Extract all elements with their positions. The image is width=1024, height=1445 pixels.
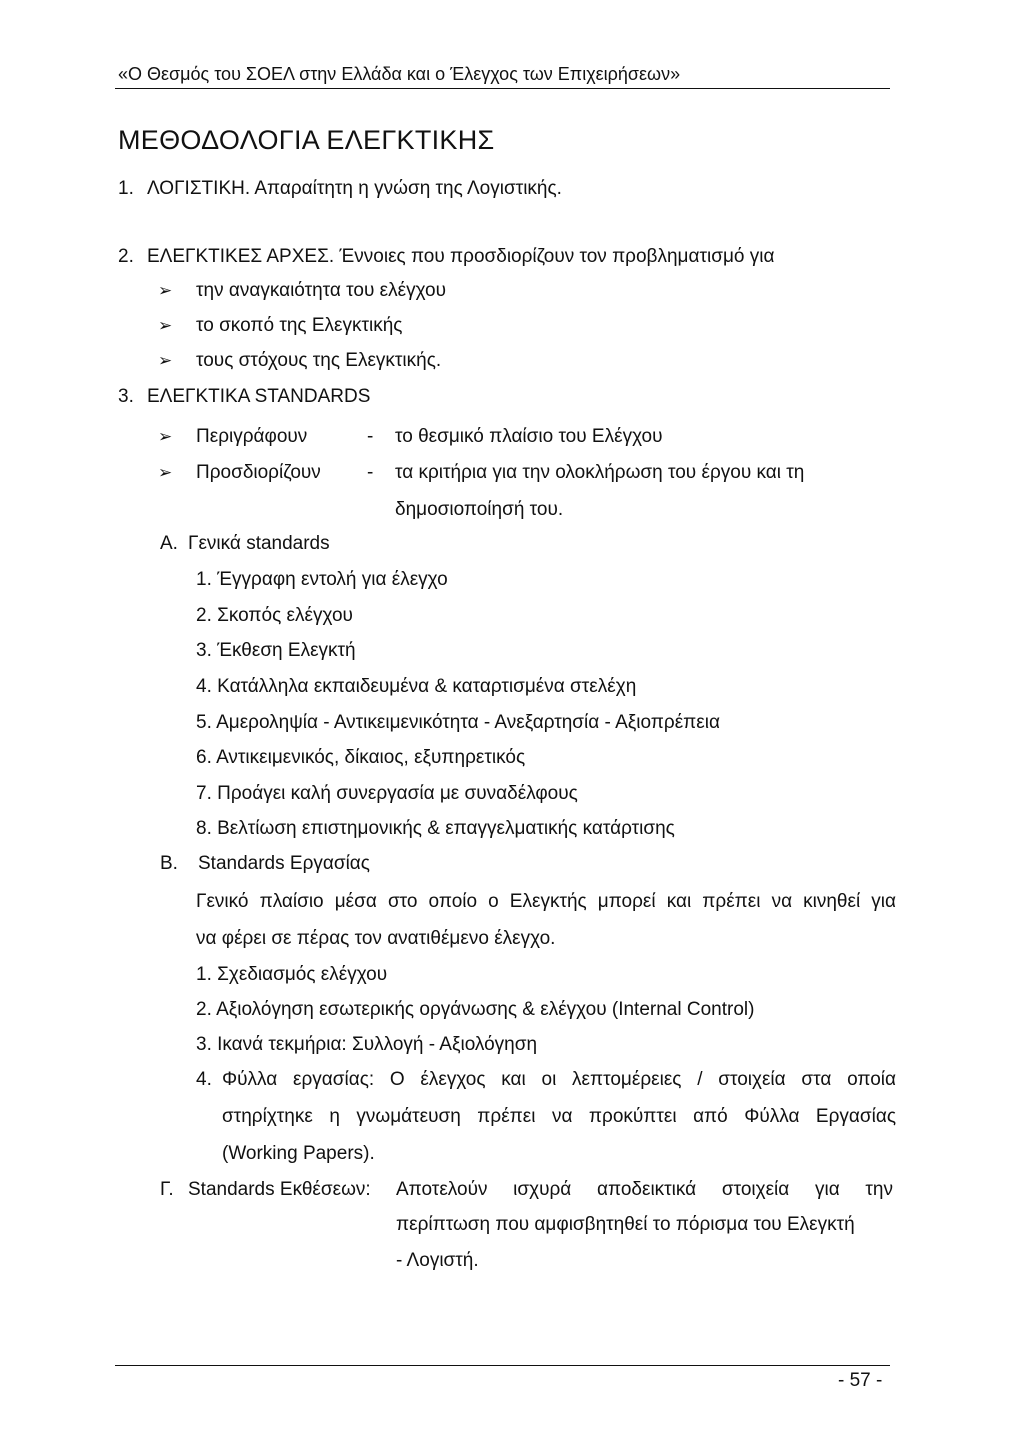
arrow-bullet-icon: ➢	[158, 281, 173, 300]
sub-b-item: 1. Σχεδιασμός ελέγχου	[196, 964, 388, 985]
page-number: - 57 -	[838, 1370, 883, 1391]
section-2-number: 2.	[118, 246, 134, 267]
arrow-bullet-icon: ➢	[158, 463, 173, 482]
sub-a-item: 6. Αντικειμενικός, δίκαιος, εξυπηρετικός	[196, 747, 526, 768]
sub-b-label: B.	[160, 853, 178, 874]
sub-b-item: 3. Ικανά τεκμήρια: Συλλογή - Αξιολόγηση	[196, 1034, 538, 1055]
sub-a-item: 5. Αμεροληψία - Αντικειμενικότητα - Ανεξαρτησία - Αξιοπρέπεια	[196, 712, 720, 733]
section-1-text: ΛΟΓΙΣΤΙΚΗ. Απαραίτητη η γνώση της Λογιστικής.	[147, 178, 562, 199]
sub-b-item-4-line-2: στηρίχτηκε η γνωμάτευση πρέπει να προκύπτει από Φύλλα Εργασίας	[222, 1106, 896, 1127]
sub-g-line-1: Αποτελούν ισχυρά αποδεικτικά στοιχεία για την	[396, 1179, 893, 1200]
sub-g-label: Γ.	[160, 1179, 174, 1200]
page-title: ΜΕΘΟΔΟΛΟΓΙΑ ΕΛΕΓΚΤΙΚΗΣ	[118, 125, 495, 155]
section-3-term-1: Περιγράφουν	[196, 426, 308, 447]
section-3-dash-1: -	[367, 426, 374, 447]
sub-g-line-2: περίπτωση που αμφισβητηθεί το πόρισμα του Ελεγκτή	[396, 1214, 855, 1235]
section-1-number: 1.	[118, 178, 134, 199]
section-3-desc-2-line-2: δημοσιοποίησή του.	[395, 499, 564, 520]
sub-b-item: 2. Αξιολόγηση εσωτερικής οργάνωσης & ελέγχου (Internal Control)	[196, 999, 755, 1020]
sub-g-term: Standards Εκθέσεων:	[188, 1179, 371, 1200]
sub-a-item: 2. Σκοπός ελέγχου	[196, 605, 353, 626]
sub-a-item: 7. Προάγει καλή συνεργασία με συναδέλφους	[196, 783, 578, 804]
section-3-desc-1: το θεσμικό πλαίσιο του Ελέγχου	[395, 426, 663, 447]
section-3-term-2: Προσδιορίζουν	[196, 462, 321, 483]
sub-a-label: A.	[160, 533, 178, 554]
section-3-desc-2-line-1: τα κριτήρια για την ολοκλήρωση του έργου και τη	[395, 462, 805, 483]
sub-b-title: Standards Εργασίας	[198, 853, 370, 874]
section-2-bullet-1: την αναγκαιότητα του ελέγχου	[196, 280, 446, 301]
arrow-bullet-icon: ➢	[158, 316, 173, 335]
sub-a-item: 4. Κατάλληλα εκπαιδευμένα & καταρτισμένα στελέχη	[196, 676, 637, 697]
section-3-dash-2: -	[367, 462, 374, 483]
footer-rule	[115, 1365, 890, 1366]
section-2-bullet-2: το σκοπό της Ελεγκτικής	[196, 315, 403, 336]
sub-b-item-4-line-3: (Working Papers).	[222, 1143, 375, 1164]
sub-b-intro-line-2: να φέρει σε πέρας τον ανατιθέμενο έλεγχο.	[196, 928, 556, 949]
arrow-bullet-icon: ➢	[158, 427, 173, 446]
section-2-bullet-3: τους στόχους της Ελεγκτικής.	[196, 350, 442, 371]
sub-b-intro-line-1: Γενικό πλαίσιο μέσα στο οποίο ο Ελεγκτής μπορεί και πρέπει να κινηθεί για	[196, 891, 896, 912]
section-3-text: ΕΛΕΓΚΤΙΚΑ STANDARDS	[147, 386, 371, 407]
arrow-bullet-icon: ➢	[158, 351, 173, 370]
sub-a-item: 8. Βελτίωση επιστημονικής & επαγγελματικής κατάρτισης	[196, 818, 675, 839]
sub-a-item: 3. Έκθεση Ελεγκτή	[196, 640, 356, 661]
sub-a-title: Γενικά standards	[188, 533, 330, 554]
header-rule	[115, 88, 890, 89]
sub-g-line-3: - Λογιστή.	[396, 1250, 479, 1271]
sub-a-item: 1. Έγγραφη εντολή για έλεγχο	[196, 569, 448, 590]
sub-b-item-4-number: 4.	[196, 1069, 212, 1090]
sub-b-item-4-line-1: Φύλλα εργασίας: Ο έλεγχος και οι λεπτομέρειες / στοιχεία στα οποία	[222, 1069, 896, 1090]
section-3-number: 3.	[118, 386, 134, 407]
section-2-text: ΕΛΕΓΚΤΙΚΕΣ ΑΡΧΕΣ. Έννοιες που προσδιορίζουν τον προβληματισμό για	[147, 246, 775, 267]
running-header: «Ο Θεσμός του ΣΟΕΛ στην Ελλάδα και ο Έλεγχος των Επιχειρήσεων»	[118, 64, 681, 84]
